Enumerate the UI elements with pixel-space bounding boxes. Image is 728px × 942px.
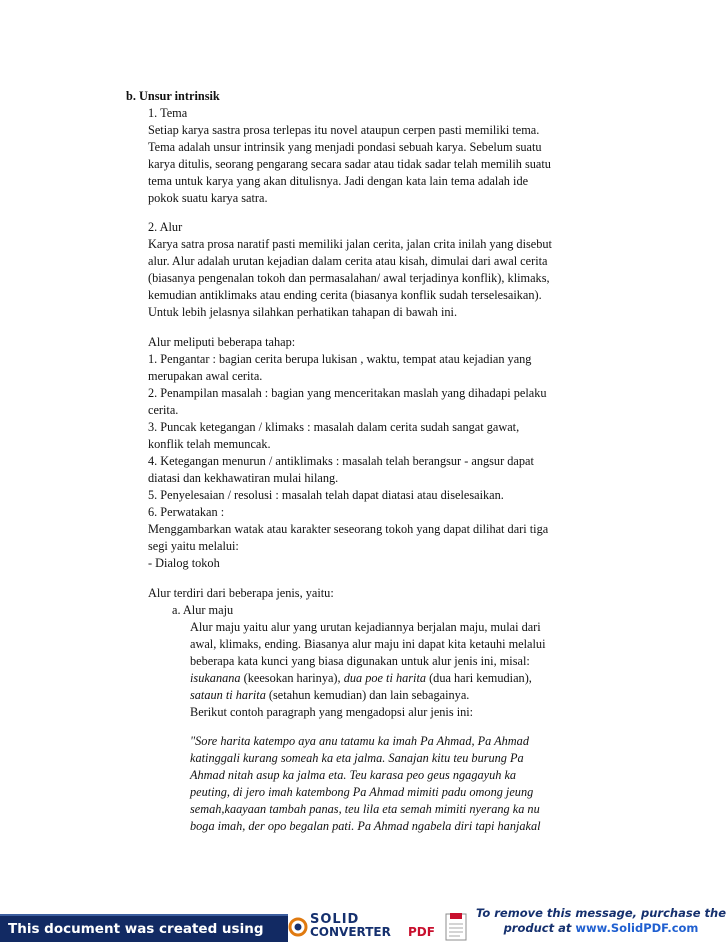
quote-line: "Sore harita katempo aya anu tatamu ka imah Pa Ahmad, Pa Ahmad xyxy=(190,734,529,748)
tahap-line: konflik telah memuncak. xyxy=(148,437,271,451)
banner-left-text: This document was created using xyxy=(8,921,264,937)
tahap-line: 5. Penyelesaian / resolusi : masalah telah dapat diatasi atau diselesaikan. xyxy=(148,488,504,502)
quote-line: peuting, di jero imah katembong Pa Ahmad mimiti padu omong jeung xyxy=(190,785,534,799)
keyword-line xyxy=(190,670,532,687)
tahap-line: 6. Perwatakan : xyxy=(148,505,225,519)
quote-line: semah,kaayaan tambah panas, teu lila eta semah mimiti nyerang ka nu xyxy=(190,802,540,816)
keyword-meaning: (setahun kemudian) dan lain sebagainya. xyxy=(265,688,470,702)
section-heading: b. Unsur intrinsik xyxy=(126,89,220,103)
keyword: isukanana xyxy=(190,671,241,685)
tahap-line: 4. Ketegangan menurun / antiklimaks : masalah telah berangsur - angsur dapat xyxy=(148,454,534,468)
tema-line: pokok suatu karya satra. xyxy=(148,191,268,205)
alur-line: (biasanya pengenalan tokoh dan permasalahan/ awal terjadinya konflik), klimaks, xyxy=(148,271,550,285)
logo-pdf-text: PDF xyxy=(408,925,435,939)
alur-heading: 2. Alur xyxy=(148,220,183,234)
quote-line: boga imah, der opo begalan pati. Pa Ahmad ngabela diri tapi hanjakal xyxy=(190,819,541,833)
tahap-intro: Alur meliputi beberapa tahap: xyxy=(148,335,296,349)
tema-line: Setiap karya sastra prosa terlepas itu novel ataupun cerpen pasti memiliki tema. xyxy=(148,123,540,137)
solidpdf-link[interactable]: www.SolidPDF.com xyxy=(575,921,699,935)
alur-line: Karya satra prosa naratif pasti memiliki jalan cerita, jalan crita inilah yang disebut xyxy=(148,237,552,251)
tahap-line: segi yaitu melalui: xyxy=(148,539,239,553)
tahap-line: 2. Penampilan masalah : bagian yang menceritakan maslah yang dihadapi pelaku xyxy=(148,386,547,400)
purchase-line-1: To remove this message, purchase the xyxy=(475,906,727,920)
tahap-line: cerita. xyxy=(148,403,179,417)
list-item-alur-maju: a. Alur maju xyxy=(172,603,234,617)
jenis-line: beberapa kata kunci yang biasa digunakan untuk alur jenis ini, misal: xyxy=(190,654,530,668)
tahap-line: 3. Puncak ketegangan / klimaks : masalah dalam cerita sudah sangat gawat, xyxy=(148,420,520,434)
tema-line: Tema adalah unsur intrinsik yang menjadi pondasi sebuah karya. Sebelum suatu xyxy=(148,140,542,154)
tahap-line: merupakan awal cerita. xyxy=(148,369,263,383)
jenis-intro: Alur terdiri dari beberapa jenis, yaitu: xyxy=(148,586,334,600)
tema-line: karya ditulis, seorang pengarang secara sadar atau tidak sadar telah memilih suatu xyxy=(148,157,551,171)
tema-line: tema untuk karya yang akan ditulisnya. Jadi dengan kata lain tema adalah ide xyxy=(148,174,529,188)
keyword-meaning: (keesokan harinya), xyxy=(240,671,344,685)
quote-line: Ahmad nitah asup ka jalma eta. Teu karasa peo geus ngagayuh ka xyxy=(190,768,517,782)
logo-converter-text: CONVERTER xyxy=(310,925,391,939)
keyword: dua poe ti harita xyxy=(343,671,427,685)
jenis-line: awal, klimaks, ending. Biasanya alur maju ini dapat kita ketauhi melalui xyxy=(190,637,546,651)
tema-heading: 1. Tema xyxy=(148,106,188,120)
alur-line: alur. Alur adalah urutan kejadian dalam cerita atau kisah, dimulai dari awal cerita xyxy=(148,254,548,268)
alur-line: Untuk lebih jelasnya silahkan perhatikan tahapan di bawah ini. xyxy=(148,305,458,319)
purchase-prefix: product at xyxy=(503,921,576,935)
tahap-line: diatasi dan kekhawatiran mulai hilang. xyxy=(148,471,339,485)
tahap-line: - Dialog tokoh xyxy=(148,556,220,570)
purchase-message xyxy=(474,906,728,940)
logo-solid-text: SOLID xyxy=(310,912,360,927)
jenis-line: Alur maju yaitu alur yang urutan kejadiannya berjalan maju, mulai dari xyxy=(190,620,541,634)
tahap-line: 1. Pengantar : bagian cerita berupa lukisan , waktu, tempat atau kejadian yang xyxy=(148,352,532,366)
example-intro: Berikut contoh paragraph yang mengadopsi alur jenis ini: xyxy=(190,705,474,719)
keyword: sataun ti harita xyxy=(190,688,266,702)
purchase-line-2 xyxy=(474,921,728,936)
banner-left xyxy=(0,914,288,942)
promo-banner xyxy=(0,906,728,940)
alur-line: kemudian antiklimaks atau ending cerita (biasanya konflik sudah terselesaikan). xyxy=(148,288,542,302)
tahap-line: Menggambarkan watak atau karakter seseorang tokoh yang dapat dilihat dari tiga xyxy=(148,522,549,536)
solid-converter-logo[interactable] xyxy=(288,912,474,942)
quote-line: katinggali kurang someah ka eta jalma. Sanajan kitu teu burung Pa xyxy=(190,751,524,765)
keyword-meaning: (dua hari kemudian), xyxy=(426,671,532,685)
keyword-line xyxy=(190,687,469,704)
